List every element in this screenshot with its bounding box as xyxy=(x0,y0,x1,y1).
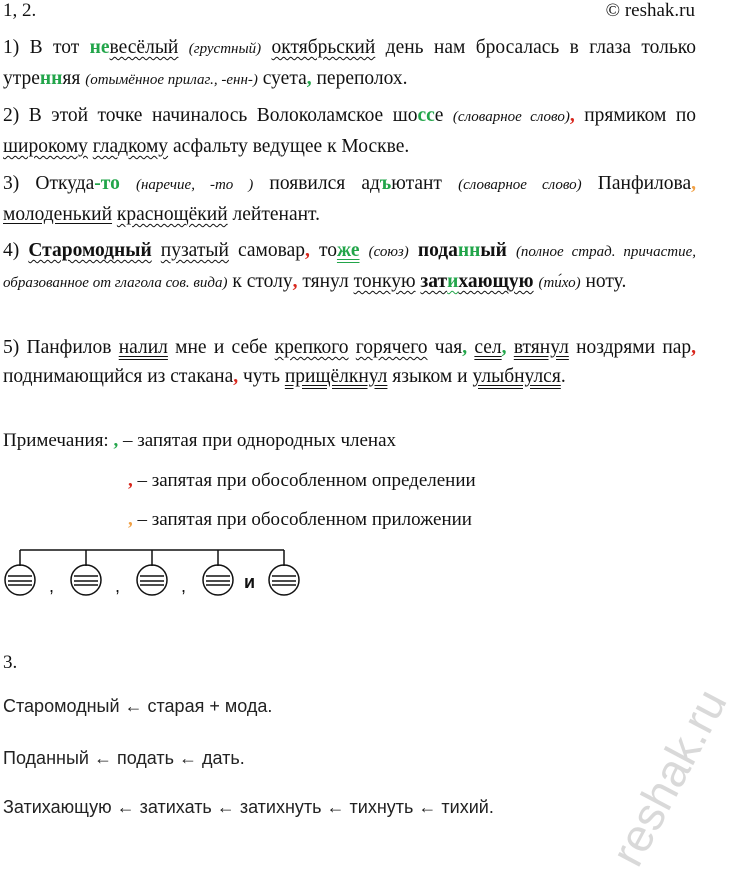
s5-text-4: ноздрями пар xyxy=(568,337,692,358)
s3-comma: , xyxy=(691,173,696,194)
notes-comma-green: , xyxy=(113,430,119,451)
s4-text-3: к столу xyxy=(227,271,293,292)
s5-verb-ulybnulsya: улыбнулся xyxy=(472,366,561,387)
notes-text-1: – запятая при однородных членах xyxy=(122,430,397,451)
s4-conj-zhe: же xyxy=(336,240,360,261)
sentence-3 xyxy=(3,169,696,229)
s4-word-staromodnyi: Старомодный xyxy=(28,240,152,261)
copyright: © reshak.ru xyxy=(605,0,695,21)
s4-comment-2: (полное страд. причастие, образованное от глагола сов. вида) xyxy=(3,244,696,291)
s3-word-krasnoschekiy: краснощёкий xyxy=(116,204,228,225)
circle-4 xyxy=(203,565,233,595)
s5-verb-vtyanul: втянул xyxy=(513,337,569,358)
s1-comment-2: (отымённое прилаг., -енн-) xyxy=(85,72,258,88)
circle-2 xyxy=(71,565,101,595)
circle-1 xyxy=(5,565,35,595)
s2-word-gladkomu: гладкому xyxy=(92,136,169,157)
s5-text-1: 5) Панфилов xyxy=(3,337,119,358)
circle-5 xyxy=(269,565,299,595)
s4-comment-1: (союз) xyxy=(368,244,409,260)
s4-word-tonkuyu: тонкую xyxy=(353,271,416,292)
s2-word-shirokomu: широкому xyxy=(3,136,88,157)
s3-text-1: 3) Откуда xyxy=(3,173,95,194)
watermark: reshak.ru xyxy=(600,680,737,875)
s1-word-oktyabrskiy: октябрьский xyxy=(271,37,376,58)
notes-line-2 xyxy=(128,470,476,492)
section-3-number: 3. xyxy=(3,652,18,673)
sentence-4 xyxy=(3,236,696,298)
scheme-sep-1: , xyxy=(49,576,55,596)
s2-comment: (словарное слово) xyxy=(452,109,570,125)
s4-text-2: то xyxy=(309,240,337,261)
notes-label: Примечания: xyxy=(3,430,109,451)
sentence-1 xyxy=(3,33,696,95)
s5-word-krepkogo: крепкого xyxy=(274,337,349,358)
s4-word-poda: пода xyxy=(417,240,458,261)
s5-comma-4: , xyxy=(233,366,239,387)
s1-comma: , xyxy=(306,68,312,89)
s4-double-n: нн xyxy=(457,240,481,261)
s3-text-5: лейтенант. xyxy=(227,204,320,225)
s5-text-2: мне и себе xyxy=(167,337,275,358)
s4-word-puzatyi: пузатый xyxy=(160,240,229,261)
s1-text-1: день нам бросалась в глаза только утре xyxy=(3,37,696,89)
s4-letter-i: и xyxy=(447,271,459,292)
s2-text-3: прямиком по xyxy=(574,105,697,126)
scheme-sep-2: , xyxy=(115,576,121,596)
notes-comma-red: , xyxy=(128,470,133,491)
s4-word-zat: зат xyxy=(420,271,448,292)
derivation-1: Старомодный ← старая + мода. xyxy=(3,696,273,716)
sentence-2 xyxy=(3,101,696,161)
s3-comment-2: (словарное слово) xyxy=(458,177,582,193)
s4-text-1: самовар xyxy=(228,240,305,261)
s2-text-4: асфальту ведущее к Москве. xyxy=(168,136,410,157)
s5-comma-2: , xyxy=(501,337,507,358)
s5-text-3: чая xyxy=(427,337,463,358)
s5-text-7: языком и xyxy=(387,366,473,387)
sentence-5 xyxy=(3,333,696,391)
s1-word-veselyi: весёлый xyxy=(109,37,179,58)
notes-line-1 xyxy=(3,430,396,452)
derivation-2: Поданный ← подать ← дать. xyxy=(3,748,245,768)
s3-text-3: ютант xyxy=(391,173,442,194)
s5-comma-3: , xyxy=(691,337,697,358)
s4-number: 4) xyxy=(3,240,29,261)
scheme-sep-3: , xyxy=(181,576,187,596)
s2-text-2: е xyxy=(434,105,444,126)
s2-text-1: 2) В этой точке начиналось Волоколамское шо xyxy=(3,105,418,126)
s5-comma-1: , xyxy=(462,337,468,358)
s5-text-5: поднимающийся из стакана xyxy=(3,366,234,387)
s1-double-n: нн xyxy=(39,68,63,89)
s4-word-khayushchuyu: хающую xyxy=(458,271,534,292)
s5-text-8: . xyxy=(560,366,566,387)
task-number: 1, 2. xyxy=(3,0,37,21)
s1-text-4: переполох. xyxy=(311,68,408,89)
s3-comment-1: (наречие, -то ) xyxy=(135,177,254,193)
s3-text-2: появился ад xyxy=(253,173,380,194)
notes-text-3: – запятая при обособленном приложении xyxy=(137,509,472,530)
homogeneous-members-scheme xyxy=(0,540,320,610)
s4-text-4: тянул xyxy=(297,271,354,292)
circle-3 xyxy=(137,565,167,595)
s5-verb-nalil: налил xyxy=(118,337,168,358)
s1-comment-1: (грустный) xyxy=(188,41,262,57)
notes-comma-orange: , xyxy=(128,509,133,530)
s2-double-s: сс xyxy=(417,105,435,126)
s5-verb-sel: сел xyxy=(474,337,502,358)
s3-particle-to: -то xyxy=(94,173,120,194)
s1-text-2: яя xyxy=(62,68,81,89)
s3-text-4: Панфилова xyxy=(597,173,692,194)
notes-text-2: – запятая при обособленном определении xyxy=(137,470,476,491)
derivation-3: Затихающую ← затихать ← затихнуть ← тихнуть ← тихий. xyxy=(3,797,494,817)
s4-comma-1: , xyxy=(304,240,310,261)
s2-comma: , xyxy=(569,105,575,126)
s4-text-5: ноту. xyxy=(580,271,627,292)
s4-word-yi: ый xyxy=(480,240,507,261)
s1-number: 1) В тот xyxy=(3,37,90,58)
s3-word-molodenkiy: молоденький xyxy=(3,204,113,225)
s1-text-3: суета xyxy=(257,68,307,89)
s3-hard-sign: ъ xyxy=(379,173,392,194)
notes-line-3 xyxy=(128,509,472,531)
s5-text-6: чуть xyxy=(238,366,285,387)
s5-word-goryachego: горячего xyxy=(355,337,428,358)
s4-comment-3: (ти́хо) xyxy=(538,275,581,291)
s4-comma-2: , xyxy=(292,271,298,292)
s1-prefix-ne: не xyxy=(89,37,110,58)
scheme-conj: и xyxy=(244,572,256,592)
s5-verb-prishchelknul: прищёлкнул xyxy=(284,366,388,387)
